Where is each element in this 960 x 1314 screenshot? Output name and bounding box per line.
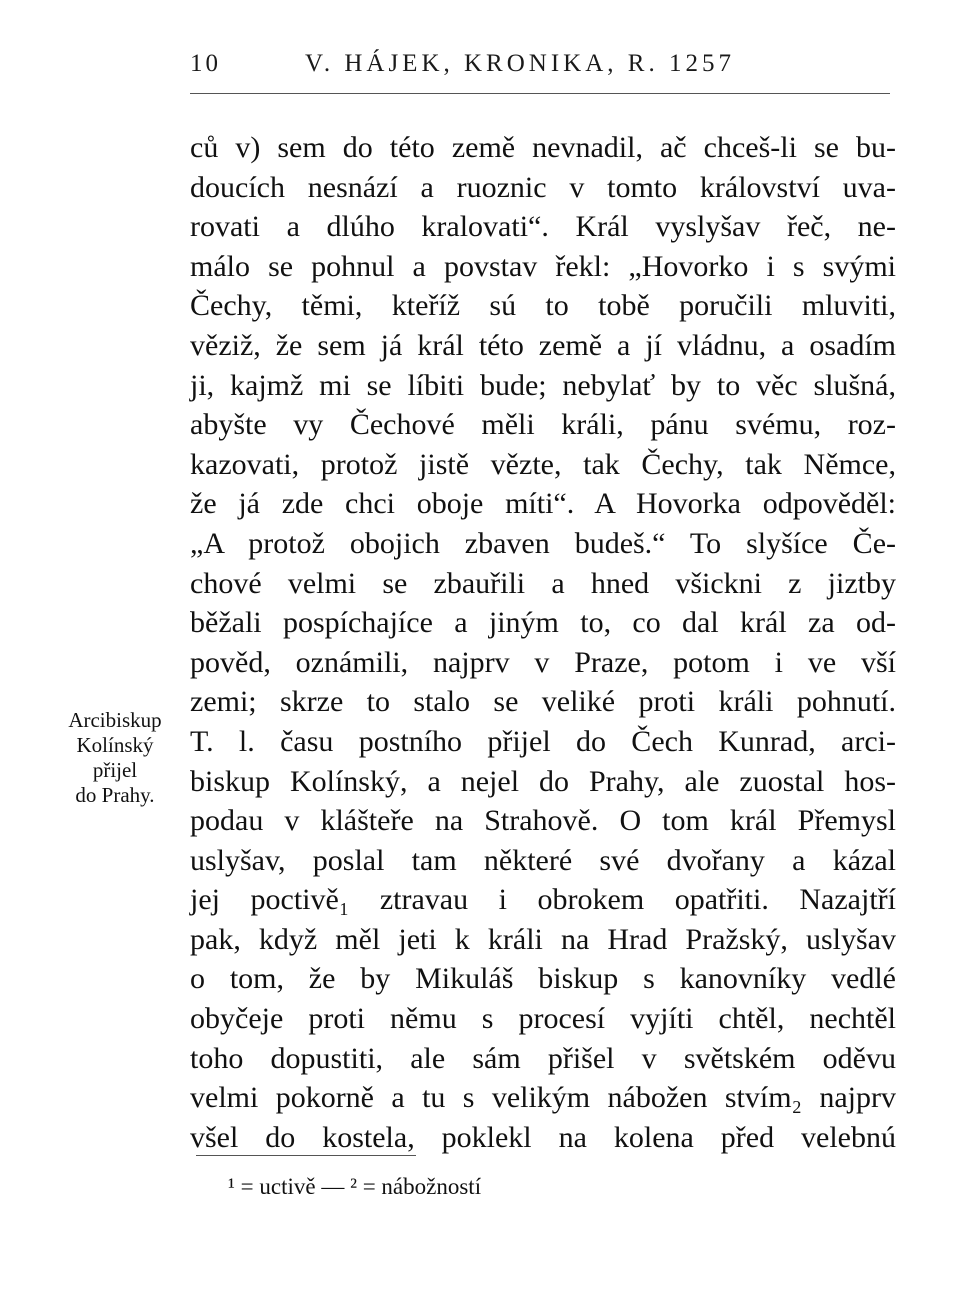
- header-rule: [190, 93, 890, 94]
- text-line: kazovati, protož jistě vězte, tak Čechy, tak Němce,: [190, 447, 896, 481]
- text-line: „A protož obojich zbaven budeš.“ To slyšíce Če-: [190, 526, 896, 560]
- running-title: V. HÁJEK, KRONIKA, R. 1257: [305, 50, 735, 77]
- margin-note: [40, 708, 190, 808]
- text-line: velmi pokorně a tu s velikým nábožen stvím₂ najprv: [190, 1081, 896, 1115]
- text-line: věziž, že sem já král této země a jí vládnu, a osadím: [190, 328, 896, 362]
- text-line: ců v) sem do této země nevnadil, ač chceš-li se bu-: [190, 131, 896, 164]
- page-header: [190, 50, 890, 90]
- text-line: málo se pohnul a povstav řekl: „Hovorko i s svými: [190, 249, 896, 283]
- text-line: abyšte vy Čechové měli králi, pánu svému, roz-: [190, 408, 896, 442]
- text-line: uslyšav, poslal tam některé své dvořany a kázal: [190, 843, 896, 877]
- text-line: podau v klášteře na Strahově. O tom král Přemysl: [190, 804, 896, 838]
- text-line: zemi; skrze to stalo se veliké proti králi pohnutí.: [190, 685, 896, 719]
- text-line: toho dopustiti, ale sám přišel v světském oděvu: [190, 1041, 896, 1075]
- text-line: o tom, že by Mikuláš biskup s kanovníky vedlé: [190, 962, 896, 996]
- text-line: T. l. času postního přijel do Čech Kunrad, arci-: [190, 724, 896, 758]
- text-line: biskup Kolínský, a nejel do Prahy, ale zuostal hos-: [190, 764, 896, 798]
- text-line: jej poctivě₁ ztravau i obrokem opatřiti. Nazajtří: [190, 883, 896, 917]
- margin-note-line: přijel: [92, 758, 138, 782]
- text-line: běžali pospíchajíce a jiným to, co dal král za od-: [190, 606, 896, 640]
- body-text: [190, 128, 896, 1157]
- text-line: pověd, oznámili, najprv v Praze, potom i ve vší: [190, 645, 896, 679]
- margin-note-line: do Prahy.: [75, 783, 155, 807]
- text-line: doucích nesnází a ruoznic v tomto království uva-: [190, 170, 896, 204]
- footnote-rule: [196, 1155, 416, 1156]
- text-line: všel do kostela, poklekl na kolena před velebnú: [190, 1120, 896, 1154]
- text-line: obyčeje proti němu s procesí vyjíti chtěl, nechtěl: [190, 1002, 896, 1036]
- margin-note-line: Arcibiskup: [68, 708, 162, 732]
- footnote: ¹ = uctivě — ² = nábožností: [228, 1174, 482, 1199]
- text-line: že já zde chci oboje míti“. A Hovorka odpověděl:: [190, 487, 896, 521]
- page-number: 10: [190, 50, 221, 77]
- text-line: pak, když měl jeti k králi na Hrad Pražský, uslyšav: [190, 922, 896, 956]
- text-line: Čechy, těmi, kteříž sú to tobě poručili mluviti,: [190, 289, 896, 323]
- text-line: chové velmi se zbauřili a hned všickni z jiztby: [190, 566, 896, 600]
- margin-note-line: Kolínský: [76, 733, 154, 757]
- text-line: rovati a dlúho kralovati“. Král vyslyšav řeč, ne-: [190, 210, 896, 244]
- text-line: ji, kajmž mi se líbiti bude; nebylať by to věc slušná,: [190, 368, 896, 402]
